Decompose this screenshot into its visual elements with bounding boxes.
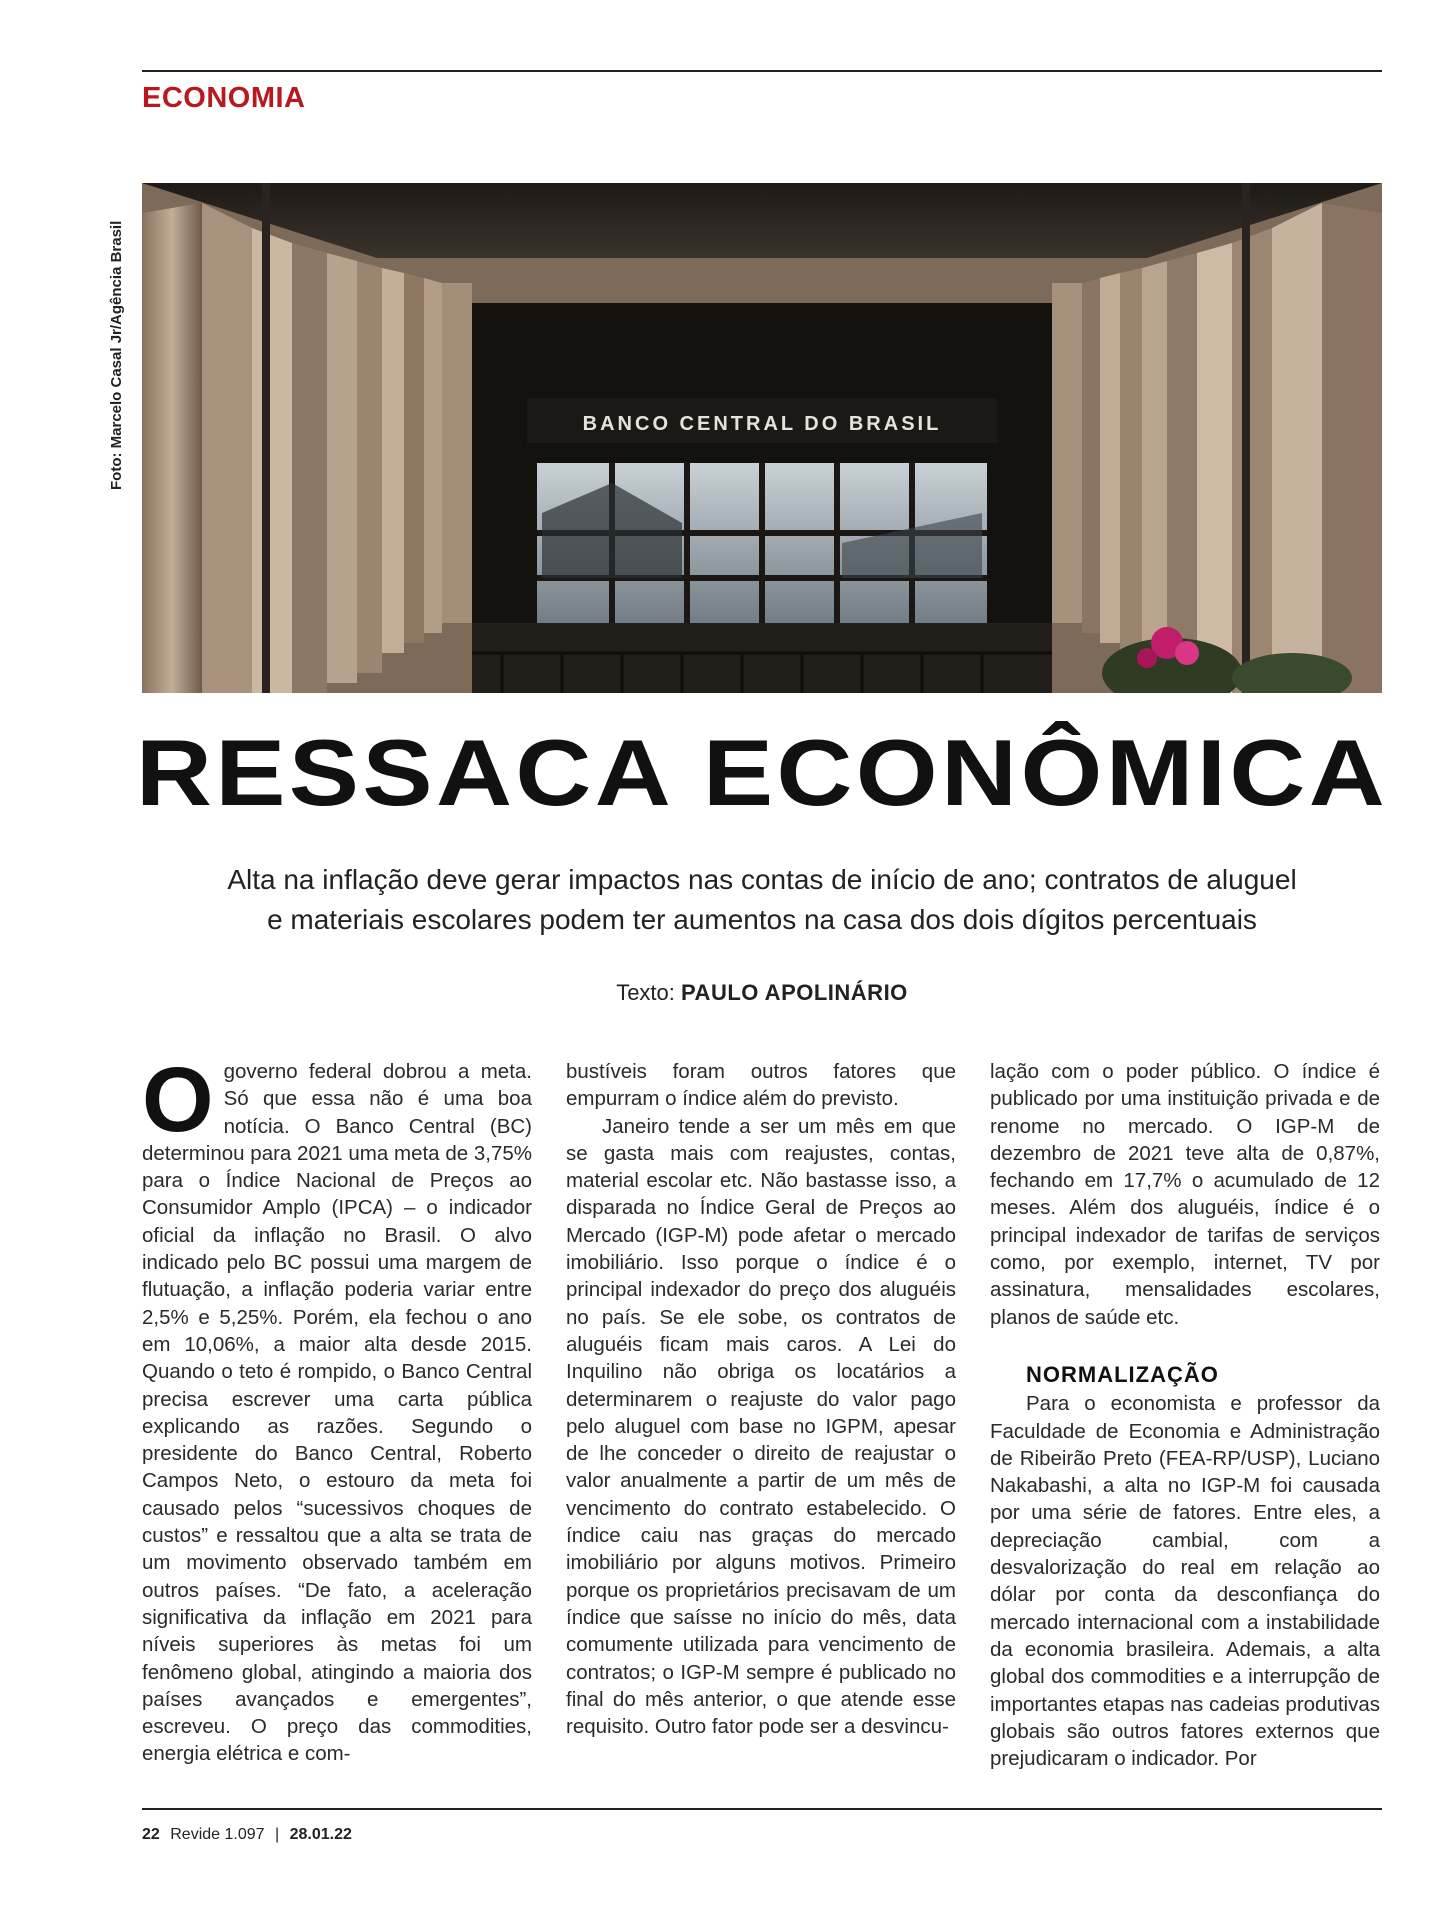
page-footer: [142, 1826, 352, 1844]
subhead: NORMALIZAÇÃO: [1026, 1361, 1219, 1387]
byline-author: PAULO APOLINÁRIO: [681, 980, 908, 1005]
byline: [142, 980, 1382, 1006]
page-number: 22: [142, 1826, 160, 1843]
article-paragraph: lação com o poder público. O índice é publicado por uma instituição privada e de renome no mercado. O IGP-M de dezembro de 2021 teve alta de 0,87%, fechando em 17,7% o acumulado de 12 meses. Além dos aluguéis, índice é o principal indexador de tarifas de serviços como, por exemplo, internet, TV por assinatura, mensalidades escolares, planos de saúde etc.: [990, 1060, 1380, 1329]
deck-line: e materiais escolares podem ter aumentos na casa dos dois dígitos percentuais: [267, 904, 1257, 935]
section-label: ECONOMIA: [142, 82, 306, 114]
issue-date: 28.01.22: [289, 1826, 352, 1843]
deck-line: Alta na inflação deve gerar impactos nas contas de início de ano; contratos de aluguel: [227, 864, 1297, 895]
photo-credit-text: Foto: Marcelo Casal Jr/Agência Brasil: [108, 220, 125, 490]
article-paragraph: [142, 1049, 532, 1768]
dropcap: O: [142, 1049, 214, 1151]
magazine-issue: Revide 1.097: [170, 1826, 265, 1843]
article-paragraph: bustíveis foram outros fatores que empurram o índice além do previsto.: [566, 1060, 956, 1111]
footer-separator: |: [275, 1826, 280, 1843]
photo-credit: [104, 180, 130, 490]
article-column-1: [142, 1049, 532, 1768]
top-rule: [142, 70, 1382, 72]
article-paragraph: Para o economista e professor da Faculdade de Economia e Administração de Ribeirão Preto (FEA-RP/USP), Luciano Nakabashi, a alta no IGP-M foi causada por uma série de fatores. Entre eles, a depreciação cambial, com a desvalorização do real em relação ao dólar por conta da desconfiança do mercado internacional com a instabilidade da economia brasileira. Ademais, a alta global dos commodities e a interrupção de importantes etapas nas cadeias produtivas globais são outros fatores externos que prejudicaram o indicador. Por: [990, 1392, 1380, 1771]
hero-photo: [142, 183, 1382, 693]
byline-prefix: Texto:: [616, 980, 675, 1005]
deck: [142, 860, 1382, 940]
bottom-rule: [142, 1808, 1382, 1810]
building-sign: BANCO CENTRAL DO BRASIL: [582, 413, 942, 435]
headline: RESSACA ECONÔMICA: [135, 720, 1389, 825]
article-column-2: [566, 1058, 956, 1740]
article-column-3: [990, 1058, 1380, 1772]
paragraph-text: governo federal dobrou a meta. Só que essa não é uma boa notícia. O Banco Central (BC) determinou para 2021 uma meta de 3,75% para o Índice Nacional de Preços ao Consumidor Amplo (IPCA) – o indicador oficial da inflação no Brasil. O alvo indicado pelo BC possui uma margem de flutuação, a inflação poderia variar entre 2,5% e 5,25%. Porém, ela fechou o ano em 10,06%, a maior alta desde 2015. Quando o teto é rompido, o Banco Central precisa escrever uma carta pública explicando as razões. Segundo o presidente do Banco Central, Roberto Campos Neto, o estouro da meta foi causado pelos “sucessivos choques de custos” e ressaltou que a alta se trata de um movimento observado também em outros países. “De fato, a aceleração significativa da inflação em 2021 para níveis superiores às metas foi um fenômeno global, atingindo a maioria dos países avançados e emergentes”, escreveu. O preço das commodities, energia elétrica e com-: [142, 1060, 532, 1766]
article-paragraph: Janeiro tende a ser um mês em que se gasta mais com reajustes, contas, material escolar etc. Não bastasse isso, a disparada no Índice Geral de Preços ao Mercado (IGP-M) pode afetar o mercado imobiliário. Isso porque o índice é o principal indexador do preço dos aluguéis no país. Se ele sobe, os contratos de aluguéis ficam mais caros. A Lei do Inquilino não obriga os locatários a determinarem o reajuste do valor pago pelo aluguel com base no IGPM, apesar de lhe conceder o direito de reajustar o valor anualmente a partir de um mês de vencimento do contrato estabelecido. O índice caiu nas graças do mercado imobiliário por alguns motivos. Primeiro porque os proprietários precisavam de um índice que saísse no início do mês, data comumente utilizada para vencimento de contratos; o IGP-M sempre é publicado no final do mês anterior, o que atende esse requisito. Outro fator pode ser a desvincu-: [566, 1114, 956, 1739]
banco-central-building-image: [142, 183, 1382, 693]
